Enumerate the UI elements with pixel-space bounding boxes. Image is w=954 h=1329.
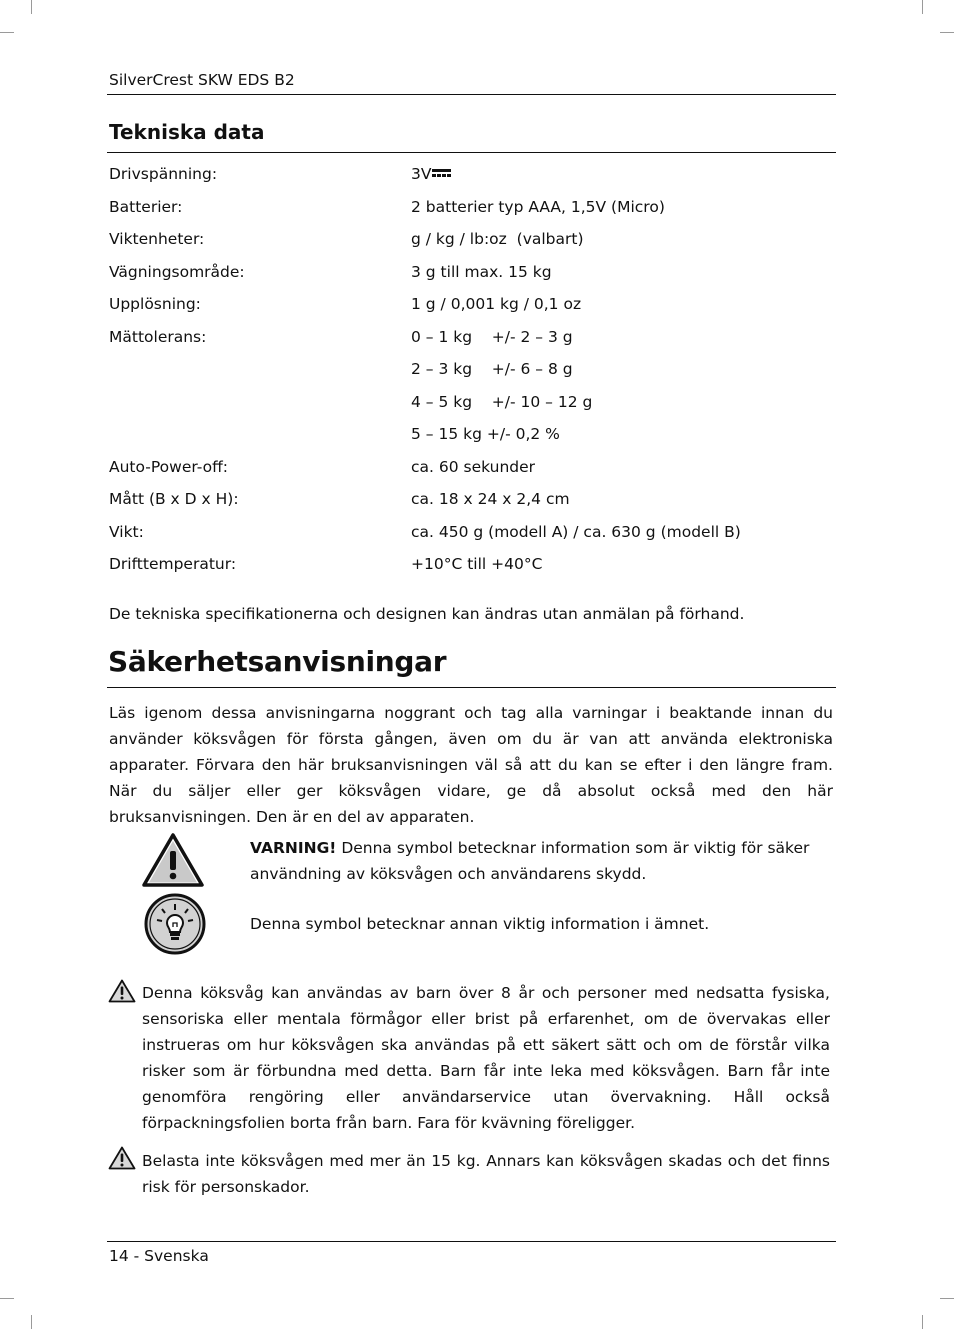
document-header: SilverCrest SKW EDS B2 [109,71,295,89]
spec-label: Viktenheter: [109,230,205,248]
spec-row [109,490,809,523]
spec-value [411,425,560,443]
safety-bullet-overload: Belasta inte köksvågen med mer än 15 kg. Annars kan köksvågen skadas och det finns risk för personskador. [142,1152,830,1196]
spec-value [411,458,535,476]
spec-value-text: 4 – 5 kg +/- 10 – 12 g [411,392,593,411]
spec-value [411,555,542,573]
warning-triangle-icon [108,1146,136,1170]
spec-value [411,360,573,378]
info-description: Denna symbol betecknar annan viktig information i ämnet. [250,915,710,933]
page-number: 14 - Svenska [109,1247,209,1265]
spec-value-text: ca. 18 x 24 x 2,4 cm [411,490,570,508]
spec-label: Vägningsområde: [109,262,245,281]
spec-label: Auto-Power-off: [109,457,229,476]
warning-label: VARNING! [250,839,337,857]
spec-value [411,328,573,346]
spec-value [411,393,592,411]
crop-mark [31,0,32,14]
spec-row [109,328,809,361]
spec-row [109,458,809,491]
warning-text: Denna symbol betecknar information som är viktig för säker användning av köksvågen och användarens skydd. [250,839,810,883]
safety-bullet-children: Denna köksvåg kan användas av barn över 8 år och personer med nedsatta fysiska, sensoriska eller mentala förmågor eller brist på erfarenhet, om de övervakas eller instrueras om hur köksvågen ska användas på ett säkert sätt och om de förstår vilka risker som är förbundna med detta. Barn får inte leka med köksvågen. Barn får inte genomföra rengöring eller användarservice utan övervakning. Håll också förpackningsfolien borta från barn. Fara för kvävning föreligger. [142,984,830,1132]
crop-mark [940,32,954,33]
tech-data-heading: Tekniska data [109,120,265,144]
spec-value-text: 2 – 3 kg +/- 6 – 8 g [411,360,573,378]
warning-triangle-icon [141,832,205,888]
spec-label: Mått (B x D x H): [109,490,239,508]
spec-value-text: g / kg / lb:oz (valbart) [411,230,584,248]
warning-triangle-icon [108,979,136,1003]
crop-mark [922,0,923,14]
spec-row [109,295,809,328]
spec-table [109,165,809,588]
safety-heading: Säkerhetsanvisningar [108,645,447,678]
spec-value-text: 0 – 1 kg +/- 2 – 3 g [411,327,573,346]
spec-value-text: ca. 450 g (modell A) / ca. 630 g (modell B) [411,522,741,541]
crop-mark [31,1315,32,1329]
dc-voltage-icon [432,169,451,178]
spec-row [109,230,809,263]
spec-label: Mättolerans: [109,327,207,346]
spec-label: Upplösning: [109,295,201,313]
spec-label: Batterier: [109,197,183,216]
spec-value-text: 3V [411,165,432,183]
spec-label: Vikt: [109,522,144,541]
spec-value [411,490,570,508]
safety-intro-paragraph: Läs igenom dessa anvisningarna noggrant och tag alla varningar i beaktande innan du använder köksvågen för första gången, även om du är van att använda elektroniska apparater. Förvara den här bruksanvisningen väl så att du kan se efter i den längre fram. När du säljer eller ger köksvågen vidare, ge då absolut också med den här bruksanvisningen. Den är en del av apparaten. [109,704,833,826]
spec-row [109,198,809,231]
spec-value-text: 1 g / 0,001 kg / 0,1 oz [411,295,582,313]
spec-row [109,393,809,426]
spec-value-text: 2 batterier typ AAA, 1,5V (Micro) [411,197,665,216]
lightbulb-icon [143,893,207,955]
safety-rule [107,687,836,688]
spec-change-note: De tekniska specifikationerna och designen kan ändras utan anmälan på förhand. [109,605,745,623]
footer-rule [107,1241,836,1242]
spec-row [109,165,809,198]
spec-value [411,263,552,281]
warning-description [250,835,810,887]
spec-value [411,198,665,216]
spec-label: Drifttemperatur: [109,555,237,573]
crop-mark [0,32,14,33]
crop-mark [0,1298,14,1299]
spec-value [411,230,584,248]
spec-label: Drivspänning: [109,165,218,183]
spec-row [109,523,809,556]
spec-row [109,425,809,458]
spec-row [109,360,809,393]
spec-value-text: 5 – 15 kg +/- 0,2 % [411,425,560,443]
spec-value-text: 3 g till max. 15 kg [411,262,552,281]
spec-value [411,295,581,313]
spec-value-text: +10°C till +40°C [411,555,543,573]
spec-value [411,165,451,183]
spec-value-text: ca. 60 sekunder [411,457,536,476]
tech-data-rule [107,152,836,153]
spec-value [411,523,741,541]
crop-mark [922,1315,923,1329]
spec-row [109,555,809,588]
header-rule [107,94,836,95]
spec-row [109,263,809,296]
crop-mark [940,1298,954,1299]
